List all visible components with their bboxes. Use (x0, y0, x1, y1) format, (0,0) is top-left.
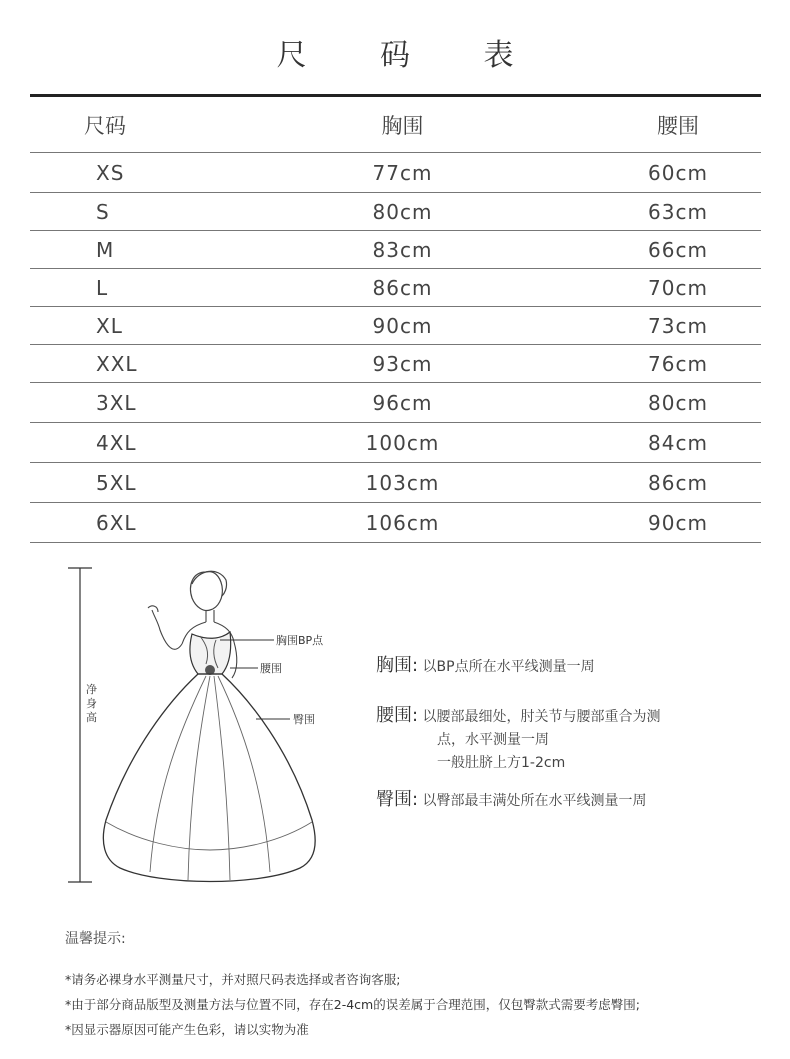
cell-bust: 77cm (372, 160, 433, 185)
note-waist-text-2: 点，水平测量一周 (437, 732, 549, 748)
note-bust-text: 以BP点所在水平线测量一周 (422, 659, 595, 675)
tip-item: *由于部分商品版型及测量方法与位置不同，存在2-4cm的误差属于合理范围，仅包臀款式需要考虑臀围; (65, 997, 640, 1012)
cell-bust: 90cm (372, 313, 433, 338)
header-size: 尺码 (84, 113, 126, 138)
dress-figure-illustration (60, 560, 360, 900)
note-hip-key: 臀围: (376, 789, 419, 810)
tips-title: 温馨提示: (65, 931, 126, 947)
cell-waist: 90cm (648, 510, 708, 535)
table-header-row (30, 97, 761, 153)
cell-bust: 103cm (365, 470, 440, 495)
table-row (30, 383, 761, 423)
note-waist-text-1: 以腰部最细处，肘关节与腰部重合为测 (422, 709, 661, 725)
cell-bust: 83cm (372, 237, 433, 262)
cell-size: S (96, 199, 110, 224)
note-waist-text-3: 一般肚脐上方1-2cm (437, 755, 566, 771)
note-hip-text: 以臀部最丰满处所在水平线测量一周 (422, 793, 647, 809)
cell-waist: 63cm (648, 199, 708, 224)
cell-bust: 86cm (372, 275, 433, 300)
height-label-char-1: 净 (86, 683, 97, 696)
note-waist-key: 腰围: (376, 705, 419, 726)
cell-bust: 96cm (372, 390, 433, 415)
table-row (30, 193, 761, 231)
tip-item: *请务必裸身水平测量尺寸，并对照尺码表选择或者咨询客服; (65, 972, 401, 987)
page-title: 尺 码 表 (276, 38, 546, 73)
cell-bust: 100cm (365, 430, 440, 455)
tip-item: *因显示器原因可能产生色彩，请以实物为准 (65, 1022, 309, 1037)
cell-bust: 93cm (372, 351, 433, 376)
cell-waist: 60cm (648, 160, 708, 185)
cell-size: 6XL (96, 510, 137, 535)
height-label-char-3: 高 (86, 711, 97, 724)
cell-waist: 86cm (648, 470, 708, 495)
header-waist: 腰围 (657, 113, 699, 138)
cell-bust: 80cm (372, 199, 433, 224)
note-waist (376, 704, 661, 775)
cell-size: L (96, 275, 109, 300)
table-row (30, 463, 761, 503)
cell-size: XXL (96, 351, 138, 376)
cell-waist: 76cm (648, 351, 708, 376)
table-row (30, 231, 761, 269)
table-row (30, 153, 761, 193)
cell-waist: 66cm (648, 237, 708, 262)
cell-waist: 73cm (648, 313, 708, 338)
table-row (30, 345, 761, 383)
header-bust: 胸围 (381, 113, 424, 138)
note-bust-key: 胸围: (376, 655, 419, 676)
note-bust (376, 654, 595, 679)
table-row (30, 423, 761, 463)
cell-size: 4XL (96, 430, 137, 455)
waist-label: 腰围 (260, 662, 282, 675)
cell-waist: 70cm (648, 275, 708, 300)
table-row (30, 503, 761, 543)
cell-size: M (96, 237, 115, 262)
hip-label: 臀围 (293, 713, 315, 726)
note-hip (376, 788, 647, 813)
cell-size: 5XL (96, 470, 137, 495)
table-row (30, 269, 761, 307)
height-label-char-2: 身 (86, 697, 97, 710)
table-row (30, 307, 761, 345)
cell-size: 3XL (96, 390, 137, 415)
cell-bust: 106cm (365, 510, 440, 535)
cell-size: XL (96, 313, 123, 338)
table-body (30, 153, 761, 543)
bust-bp-label: 胸围BP点 (276, 634, 324, 647)
cell-waist: 84cm (648, 430, 708, 455)
size-table (30, 97, 761, 543)
cell-size: XS (96, 160, 125, 185)
cell-waist: 80cm (648, 390, 708, 415)
